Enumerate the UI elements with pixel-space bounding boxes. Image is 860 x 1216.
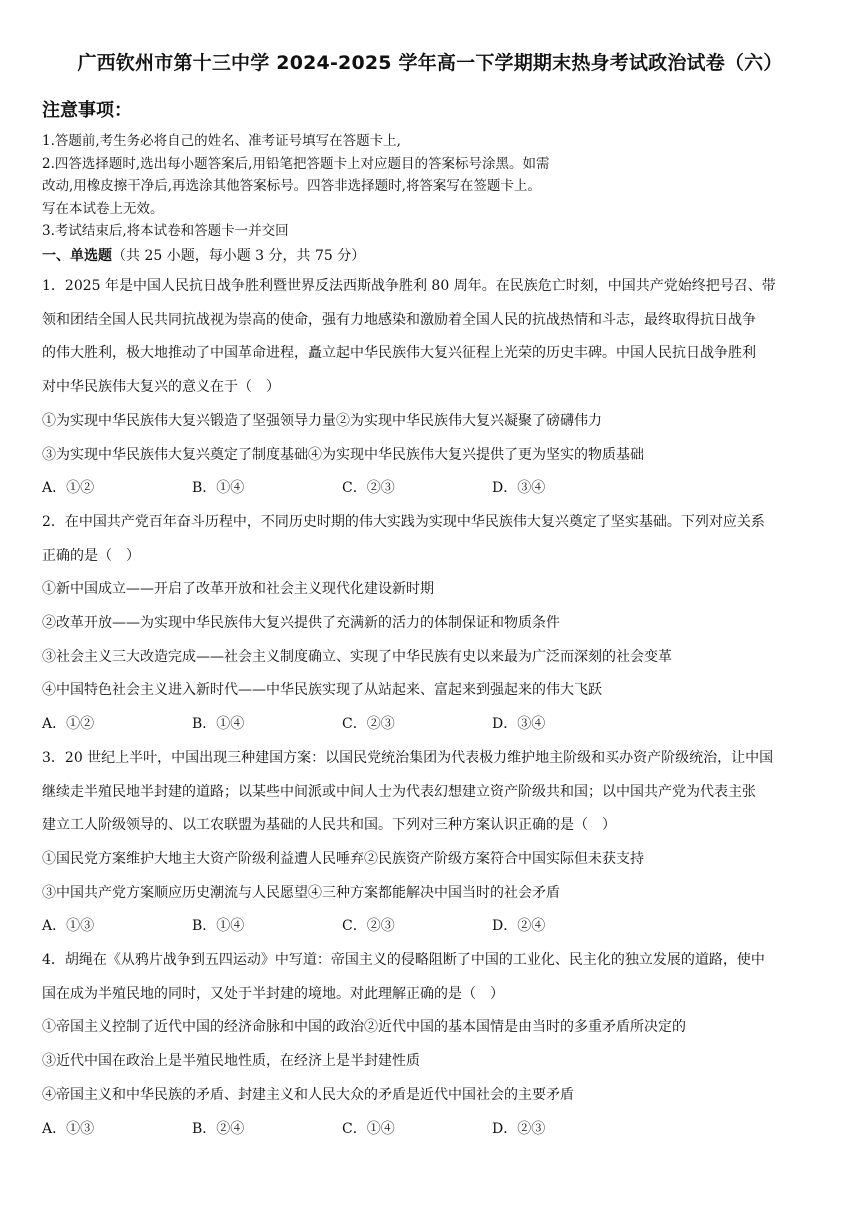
notice-line: 1.答题前,考生务必将自己的姓名、准考证号填写在答题卡上,: [42, 133, 401, 149]
question-list: [42, 270, 822, 1146]
page-title: 广西钦州市第十三中学 2024-2025 学年高一下学期期末热身考试政治试卷（六）: [77, 52, 783, 74]
option-b: B．①④: [192, 716, 245, 733]
option-b: B．①④: [192, 918, 245, 935]
answer-options: [42, 1113, 822, 1147]
question-3: [42, 742, 822, 944]
notice-block: [42, 130, 822, 243]
question-2: [42, 506, 822, 742]
notice-line: 2.四答选择题时,选出每小题答案后,用铅笔把答题卡上对应题目的答案标号涂黑。如需: [42, 155, 550, 172]
option-d: D．②③: [492, 1120, 546, 1137]
question-line: 继续走半殖民地半封建的道路；以某些中间派或中间人士为代表幻想建立资产阶级共和国；以中国共产党为代表主张: [42, 783, 756, 800]
notice-line: 3.考试结束后,将本试卷和答题卡一并交回: [42, 223, 289, 240]
question-line: 1．2025 年是中国人民抗日战争胜利暨世界反法西斯战争胜利 80 周年。在民族危亡时刻，中国共产党始终把号召、带: [42, 278, 776, 294]
notice-heading: 注意事项：: [42, 100, 132, 121]
question-line: ④中国特色社会主义进入新时代——中华民族实现了从站起来、富起来到强起来的伟大飞跃: [42, 682, 602, 699]
question-line: ④帝国主义和中华民族的矛盾、封建主义和人民大众的矛盾是近代中国社会的主要矛盾: [42, 1086, 574, 1103]
notice-line: 写在本试卷上无效。: [42, 200, 164, 217]
question-line: ①帝国主义控制了近代中国的经济命脉和中国的政治②近代中国的基本国情是由当时的多重矛盾所决定的: [42, 1019, 686, 1036]
option-a: A．①③: [42, 1120, 95, 1137]
question-line: 的伟大胜利，极大地推动了中国革命进程，矗立起中华民族伟大复兴征程上光荣的历史丰碑。中国人民抗日战争胜利: [42, 345, 756, 362]
question-line: ③近代中国在政治上是半殖民地性质，在经济上是半封建性质: [42, 1053, 420, 1070]
question-line: ①新中国成立——开启了改革开放和社会主义现代化建设新时期: [42, 581, 434, 598]
option-d: D．②④: [492, 918, 546, 935]
option-b: B．①④: [192, 480, 245, 497]
option-c: C．②③: [342, 918, 395, 935]
option-b: B．②④: [192, 1120, 245, 1137]
notice-line: 改动,用橡皮擦干净后,再选涂其他答案标号。四答非选择题时,将答案写在签题卡上。: [42, 178, 541, 195]
question-line: 领和团结全国人民共同抗战视为崇高的使命，强有力地感染和激励着全国人民的抗战热情和斗志，最终取得抗日战争: [42, 311, 756, 328]
answer-options: [42, 910, 822, 944]
option-a: A．①②: [42, 716, 95, 733]
question-line: 4．胡绳在《从鸦片战争到五四运动》中写道：帝国主义的侵略阻断了中国的工业化、民主化的独立发展的道路，使中: [42, 952, 765, 969]
question-line: ③为实现中华民族伟大复兴奠定了制度基础④为实现中华民族伟大复兴提供了更为坚实的物质基础: [42, 446, 644, 463]
question-line: ③中国共产党方案顺应历史潮流与人民愿望④三种方案都能解决中国当时的社会矛盾: [42, 884, 560, 901]
answer-options: [42, 708, 822, 742]
question-line: ①为实现中华民族伟大复兴锻造了坚强领导力量②为实现中华民族伟大复兴凝聚了磅礴伟力: [42, 412, 602, 429]
question-line: ①国民党方案维护大地主大资产阶级利益遭人民唾弃②民族资产阶级方案符合中国实际但未获支持: [42, 850, 644, 867]
question-line: 国在成为半殖民地的同时，又处于半封建的境地。对此理解正确的是（ ）: [42, 985, 504, 1002]
question-line: 正确的是（ ）: [42, 547, 140, 564]
option-c: C．②③: [342, 480, 395, 497]
question-line: 建立工人阶级领导的、以工农联盟为基础的人民共和国。下列对三种方案认识正确的是（ ）: [42, 817, 616, 834]
answer-options: [42, 472, 822, 506]
section-detail: （共 25 小题，每小题 3 分，共 75 分）: [112, 248, 366, 264]
option-d: D．③④: [492, 480, 546, 497]
question-line: 对中华民族伟大复兴的意义在于（ ）: [42, 379, 280, 396]
question-1: [42, 270, 822, 506]
question-4: [42, 944, 822, 1146]
option-c: C．①④: [342, 1120, 395, 1137]
section-label: 一、单选题: [42, 248, 112, 264]
option-c: C．②③: [342, 716, 395, 733]
option-a: A．①③: [42, 918, 95, 935]
question-line: ③社会主义三大改造完成——社会主义制度确立、实现了中华民族有史以来最为广泛而深刻的社会变革: [42, 648, 672, 665]
option-a: A．①②: [42, 480, 95, 497]
question-line: 2．在中国共产党百年奋斗历程中，不同历史时期的伟大实践为实现中华民族伟大复兴奠定了坚实基础。下列对应关系: [42, 513, 765, 530]
option-d: D．③④: [492, 716, 546, 733]
section-heading: [42, 245, 365, 265]
question-line: ②改革开放——为实现中华民族伟大复兴提供了充满新的活力的体制保证和物质条件: [42, 615, 560, 632]
question-line: 3．20 世纪上半叶，中国出现三种建国方案：以国民党统治集团为代表极力维护地主阶级和买办资产阶级统治，让中国: [42, 749, 774, 766]
